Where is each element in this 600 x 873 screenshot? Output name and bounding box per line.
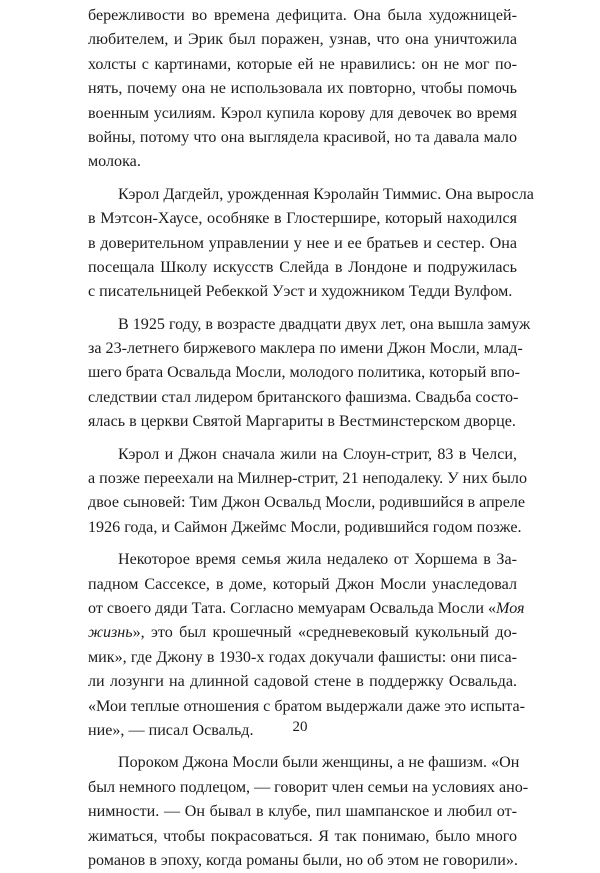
text-line: нимности. — Он бывал в клубе, пил шампанское и любил от- bbox=[88, 803, 517, 821]
text-line: военным усилиям. Кэрол купила корову для девочек во время bbox=[88, 104, 517, 122]
text-line: следствии стал лидером британского фашизма. Свадьба состо- bbox=[88, 388, 519, 406]
body-text bbox=[88, 4, 534, 873]
text-line: 1926 года, и Саймон Джеймс Мосли, родившийся годом позже. bbox=[88, 518, 522, 536]
text-line: бережливости во времена дефицита. Она была художницей- bbox=[88, 7, 517, 24]
text-line: нять, почему она не использовала их повторно, чтобы помочь bbox=[88, 80, 517, 98]
text-fragment: », это был крошечный «средневековый кукольный до- bbox=[132, 624, 517, 642]
text-line: посещала Школу искусств Слейда в Лондоне и подружилась bbox=[88, 258, 517, 276]
paragraph bbox=[88, 313, 531, 435]
book-title-italic: Моя bbox=[496, 599, 525, 617]
text-line: ялась в церкви Святой Маргариты в Вестминстерском дворце. bbox=[88, 413, 516, 431]
paragraph bbox=[88, 4, 517, 175]
text-line: жиматься, чтобы покрасоваться. Я так понимаю, было много bbox=[88, 827, 517, 845]
text-line: любителем, и Эрик был поражен, узнав, что она уничтожила bbox=[88, 31, 517, 49]
text-fragment: от своего дяди Тата. Согласно мемуарам Освальда Мосли « bbox=[88, 599, 497, 617]
text-line bbox=[88, 621, 517, 645]
text-line: за 23-летнего биржевого маклера по имени Джон Мосли, млад- bbox=[88, 340, 523, 358]
book-title-italic: жизнь bbox=[88, 624, 133, 642]
text-line: в Мэтсон-Хаусе, особняке в Глостершире, который находился bbox=[88, 210, 517, 228]
text-line: войны, потому что она выглядела красивой, но та давала мало bbox=[88, 128, 517, 146]
text-line: романов в эпоху, когда романы были, но об этом не говорили». bbox=[88, 851, 518, 869]
text-line: Пороком Джона Мосли были женщины, а не фашизм. «Он bbox=[118, 754, 520, 772]
paragraph bbox=[88, 751, 529, 873]
text-line: «Мои теплые отношения с братом выдержали даже это испыта- bbox=[88, 697, 526, 715]
text-line: холсты с картинами, которые ей не нравились: он не мог по- bbox=[88, 55, 517, 73]
text-line: ние», — писал Освальд. bbox=[88, 721, 254, 739]
paragraph bbox=[88, 183, 534, 305]
text-line: в доверительном управлении у нее и ее братьев и сестер. Она bbox=[88, 234, 517, 252]
text-line: с писательницей Ребеккой Уэст и художником Тедди Вулфом. bbox=[88, 283, 513, 301]
text-line: Кэрол Дагдейл, урожденная Кэролайн Тиммис. Она выросла bbox=[118, 185, 534, 203]
text-line: шего брата Освальда Мосли, молодого политика, который впо- bbox=[88, 364, 520, 382]
page-number: 20 bbox=[292, 719, 308, 735]
text-line: падном Сассексе, в доме, который Джон Мосли унаследовал bbox=[88, 575, 517, 593]
paragraph bbox=[88, 443, 528, 541]
text-line: мик», где Джону в 1930-х годах докучали фашисты: они писа- bbox=[88, 648, 517, 666]
text-line bbox=[88, 597, 525, 621]
text-line: был немного подлецом, — говорит член семьи на условиях ано- bbox=[88, 778, 529, 796]
text-line: Некоторое время семья жила недалеко от Хоршема в За- bbox=[118, 551, 517, 569]
text-line: ли лозунги на длинной садовой стене в поддержку Освальда. bbox=[88, 673, 517, 691]
text-line: двое сыновей: Тим Джон Освальд Мосли, родившийся в апреле bbox=[88, 494, 526, 512]
text-line: молока. bbox=[88, 153, 141, 171]
text-line: а позже переехали на Милнер-стрит, 21 неподалеку. У них было bbox=[88, 470, 528, 488]
text-line: В 1925 году, в возрасте двадцати двух лет, она вышла замуж bbox=[118, 315, 531, 333]
text-line: Кэрол и Джон сначала жили на Слоун-стрит, 83 в Челси, bbox=[118, 445, 517, 463]
paragraph bbox=[88, 548, 526, 743]
